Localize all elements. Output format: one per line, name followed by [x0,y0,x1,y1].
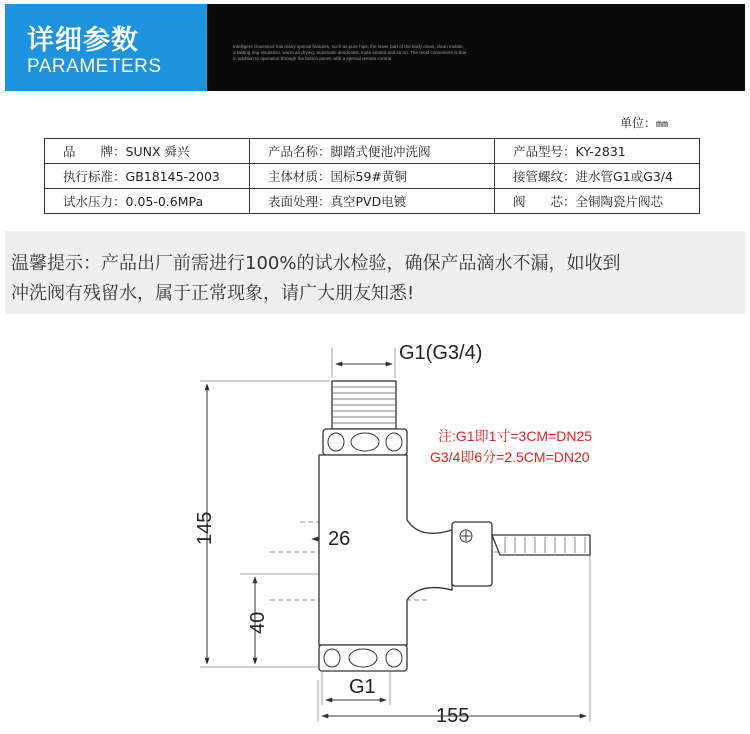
dim-bottom-label: G1 [349,676,376,698]
unit-value: mm [656,119,669,130]
param-value: 全铜陶瓷片阀芯 [575,194,664,209]
param-value: KY-2831 [575,144,626,159]
param-value: 进水管G1或G3/4 [575,169,673,184]
table-cell [495,164,700,189]
dim-lower-label: 40 [247,611,269,634]
unit-label-text: 单位： [620,116,657,130]
table-cell [495,189,700,214]
dim-top-label: G1(G3/4) [399,342,483,364]
fine-print-line: in addition to operation through the button panel, with a special remote control [233,56,392,61]
table-row [45,189,700,214]
param-value: 真空PVD电镀 [330,194,407,209]
param-value: SUNX 舜兴 [125,144,190,159]
param-value: GB18145-2003 [125,169,220,184]
dim-height-label: 145 [194,511,216,545]
table-cell [45,139,250,164]
param-label: 产品型号： [513,144,576,159]
valve-body [319,381,593,671]
param-label: 试水压力： [63,194,126,209]
parameters-table [44,138,700,214]
notice-line: 温馨提示：产品出厂前需进行100%的试水检验，确保产品滴水不漏，如收到 [11,253,621,274]
param-label: 执行标准： [63,169,126,184]
param-label: 主体材质： [268,169,331,184]
notice-box [5,231,745,314]
table-row [45,164,700,189]
param-label: 阀 芯： [513,194,576,209]
param-value: 国标59#黄铜 [330,169,407,184]
unit-label [620,114,668,131]
dim-inner-width-label: 26 [328,528,351,550]
valve-dimension-drawing [180,330,620,730]
banner-title: 详细参数 [27,25,139,56]
table-cell [45,164,250,189]
table-cell [250,189,495,214]
param-value: 0.05-0.6MPa [125,194,204,209]
param-label: 表面处理： [268,194,331,209]
notice-line: 冲洗阀有残留水，属于正常现象，请广大朋友知悉! [11,283,415,304]
banner-dark-panel [207,4,745,91]
parameters-banner [5,4,745,91]
table-cell [495,139,700,164]
fine-print-line: Intelligent closestool has many special features, such as pure hips, the lower part of the body clean, clean mobile, [233,44,464,49]
table-cell [250,139,495,164]
note-line-2: G3/4即6分=2.5CM=DN20 [430,449,590,465]
param-label: 品 牌： [63,144,126,159]
note-line-1: 注:G1即1寸=3CM=DN25 [438,428,593,444]
table-row [45,139,700,164]
param-label: 产品名称： [268,144,331,159]
table-cell [250,164,495,189]
main-body [319,455,452,645]
param-label: 接管螺纹： [513,169,576,184]
param-value: 脚踏式便池冲洗阀 [330,144,431,159]
banner-fine-print [233,44,543,62]
fine-print-line: a tasting ring insulation, warm air drying, automatic deodorant, mute seated and so on. The most convenient is that [233,50,467,55]
dim-width-label: 155 [436,705,470,727]
banner-title-block [5,4,207,91]
table-cell [45,189,250,214]
screw-icon [460,530,472,542]
pedal-housing [452,522,492,586]
banner-subtitle: PARAMETERS [27,56,162,77]
